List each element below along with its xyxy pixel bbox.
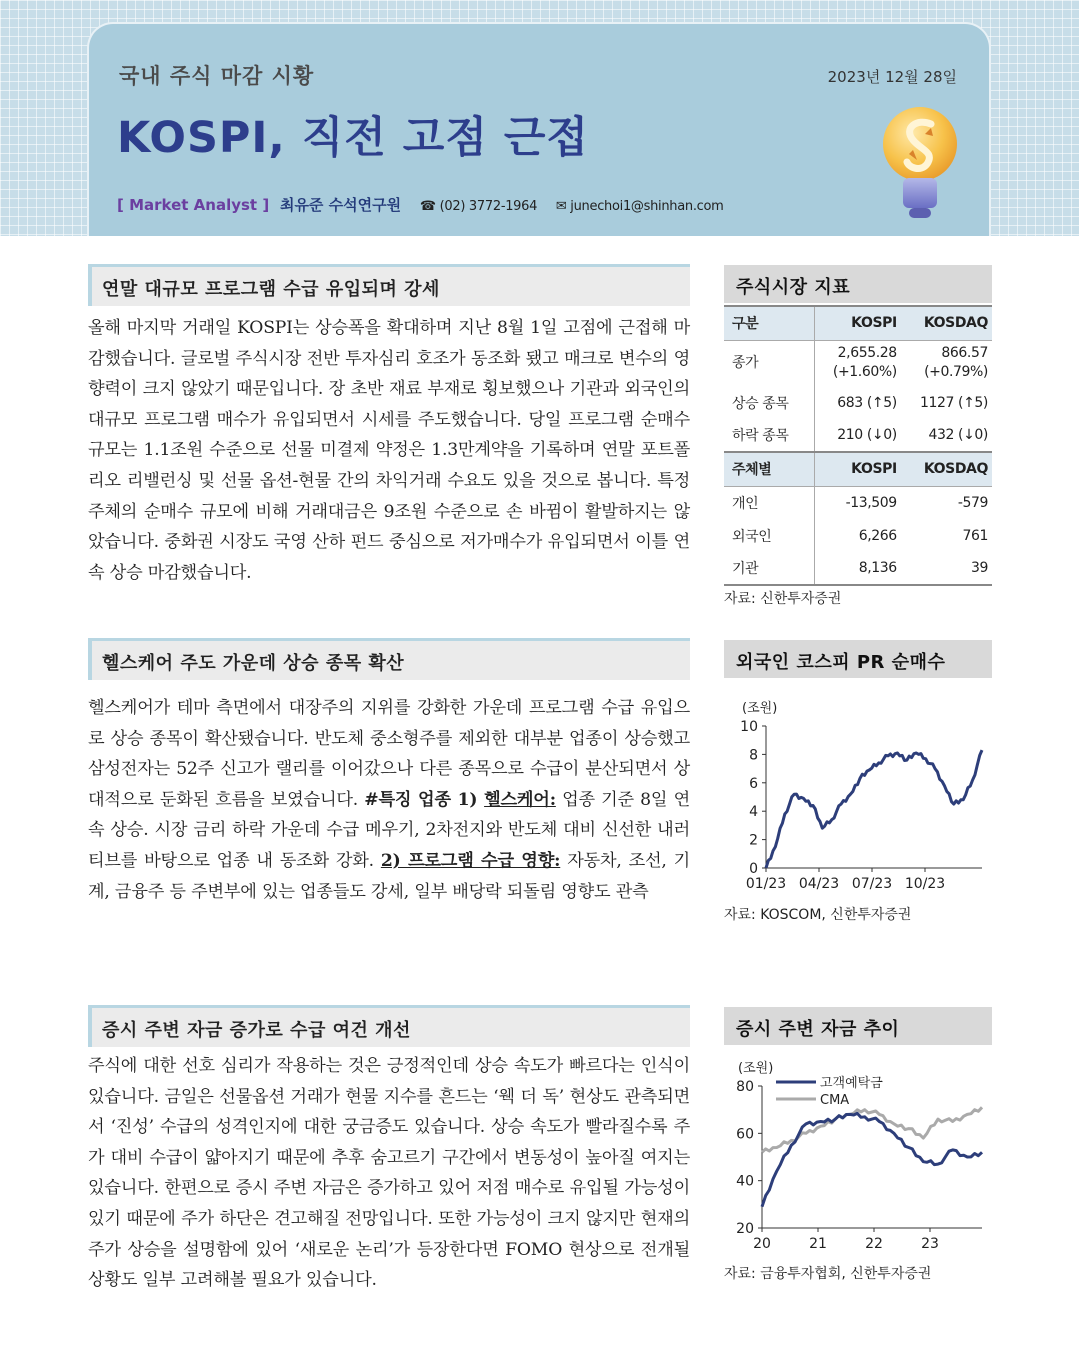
table-header-row: [724, 452, 992, 486]
body-text: 자동차, 조선, 기계, 금융주 등 주변부에 있는 업종들도 강세, 일부 배당락 되돌림 영향도 관측: [88, 850, 690, 902]
chart2-source: 자료: 금융투자협회, 신한투자증권: [724, 1266, 932, 1282]
row-label: 기관: [724, 552, 814, 585]
table-cell: 432 (↓0): [928, 427, 988, 443]
report-header: [87, 22, 991, 236]
y-tick-label: 10: [740, 719, 758, 735]
y-tick-label: 20: [736, 1221, 754, 1237]
table-row: [724, 386, 992, 419]
table-header-cell: 구분: [724, 306, 814, 340]
body-text: 업종 기준 8일 연속 상승. 시장 금리 하락 가운데 수급 메우기, 2차전지와 반도체 대비 신선한 내러티브를 바탕으로 업종 내 동조화 강화.: [88, 789, 690, 871]
x-tick-label: 10/23: [904, 876, 946, 892]
bold-tag: #특징 업종: [364, 789, 451, 810]
table-header-cell: KOSDAQ: [901, 306, 992, 340]
row-label: 외국인: [724, 519, 814, 552]
table-cell: 6,266: [858, 527, 897, 544]
body-text: 1): [450, 789, 485, 810]
table-cell: 210 (↓0): [837, 427, 897, 443]
analyst-role: [ Market Analyst ]: [117, 196, 270, 214]
chart1-heading: 외국인 코스피 PR 순매수: [724, 640, 992, 678]
series-line-primary: [762, 1113, 982, 1206]
kospi-close: 2,655.28: [837, 345, 897, 362]
row-label: 상승 종목: [724, 386, 814, 419]
table-header-cell: KOSPI: [814, 452, 901, 486]
x-tick-label: 07/23: [851, 876, 893, 892]
y-tick-label: 2: [749, 832, 758, 849]
x-tick-label: 22: [865, 1236, 883, 1252]
market-funds-chart: [724, 1050, 992, 1256]
lightbulb-icon: [879, 104, 961, 222]
table-row: [724, 519, 992, 552]
indicators-heading: 주식시장 지표: [724, 265, 992, 303]
legend-label: 고객예탁금: [820, 1076, 883, 1091]
table-cell: 761: [962, 527, 988, 544]
table-cell: -13,509: [845, 494, 897, 511]
x-tick-label: 23: [921, 1236, 939, 1252]
analyst-phone[interactable]: ☎ (02) 3772-1964: [419, 199, 538, 214]
row-label: 종가: [724, 340, 814, 386]
underlined-label: 헬스케어:: [484, 789, 556, 810]
x-tick-label: 01/23: [745, 876, 787, 892]
section-heading-1: 연말 대규모 프로그램 수급 유입되며 강세: [88, 264, 690, 306]
y-tick-label: 60: [736, 1126, 754, 1143]
row-label: 개인: [724, 486, 814, 519]
y-tick-label: 0: [749, 861, 758, 877]
y-tick-label: 8: [749, 747, 758, 764]
underlined-label: 2) 프로그램 수급 영향:: [380, 850, 561, 871]
foreign-pr-chart: [724, 686, 992, 898]
table-cell: [814, 340, 901, 386]
kosdaq-close: 866.57: [941, 345, 988, 362]
analyst-email[interactable]: ✉ junechoi1@shinhan.com: [555, 199, 724, 214]
row-label: 하락 종목: [724, 419, 814, 452]
y-axis-unit-label: (조원): [742, 701, 778, 716]
table-header-cell: 주체별: [724, 452, 814, 486]
y-tick-label: 4: [749, 804, 758, 821]
y-tick-label: 6: [749, 775, 758, 792]
report-title: KOSPI, 직전 고점 근접: [117, 113, 589, 163]
report-date: 2023년 12월 28일: [827, 68, 957, 86]
series-line-secondary: [762, 1107, 982, 1152]
report-subtitle: 국내 주식 마감 시황: [119, 64, 315, 88]
section-body-2: [88, 693, 690, 907]
body-text: 헬스케어가 테마 측면에서 대장주의 지위를 강화한 가운데 프로그램 수급 유입으로 상승 종목이 확산됐습니다. 반도체 중소형주를 제외한 대부분 업종이 상승했고 삼성전자는 52주 신고가 랠리를 이어갔으나 다른 종목으로 수급이 분산되면서 상대적으로 둔화된 흐름을 보였습니다.: [88, 698, 690, 810]
section-body-1: 올해 마지막 거래일 KOSPI는 상승폭을 확대하며 지난 8월 1일 고점에 근접해 마감했습니다. 글로벌 주식시장 전반 투자심리 호조가 동조화 됐고 매크로 변수의 영향력이 크지 않았기 때문입니다. 장 초반 재료 부재로 횡보했으나 기관과 외국인의 대규모 프로그램 매수가 유입되면서 시세를 주도했습니다. 당일 프로그램 순매수 규모는 1.1조원 수준으로 선물 미결제 약정은 1.3만계약을 기록하며 연말 포트폴리오 리밸런싱 및 선물 옵션-현물 간의 차익거래 수요도 있을 것으로 봅니다. 특정 주체의 순매수 규모에 비해 거래대금은 9조원 수준으로 손 바뀜이 활발하지는 않았습니다. 중화권 시장도 국영 산하 펀드 중심으로 저가매수가 유입되면서 이틀 연속 상승 마감했습니다.: [88, 318, 690, 583]
analyst-name: 최유준 수석연구원: [279, 196, 402, 214]
y-tick-label: 40: [736, 1173, 754, 1190]
market-indicators-table: [724, 305, 992, 586]
section-body-3: 주식에 대한 선호 심리가 작용하는 것은 긍정적인데 상승 속도가 빠르다는 인식이 있습니다. 금일은 선물옵션 거래가 현물 지수를 흔드는 ‘웩 더 독’ 현상도 관측되면서 ‘진성’ 수급의 성격인지에 대한 궁금증도 있습니다. 상승 속도가 빨라질수록 주가 대비 수급이 얇아지기 때문에 추후 숨고르기 구간에서 변동성이 높아질 여지는 있습니다. 한편으로 증시 주변 자금은 증가하고 있어 저점 매수로 유입될 가능성이 있기 때문에 주가 하단은 견고해질 전망입니다. 또한 가능성이 크지 않지만 현재의 주가 상승을 설명함에 있어 ‘새로운 논리’가 등장한다면 FOMO 현상으로 전개될 상황도 일부 고려해볼 필요가 있습니다.: [88, 1056, 690, 1291]
table-header-row: [724, 306, 992, 340]
chart2-heading: 증시 주변 자금 추이: [724, 1007, 992, 1045]
x-tick-label: 21: [809, 1236, 827, 1252]
table-cell: 8,136: [814, 552, 901, 585]
table-source: 자료: 신한투자증권: [724, 591, 842, 607]
table-cell: 1127 (↑5): [919, 394, 988, 411]
y-axis-unit-label: (조원): [738, 1061, 774, 1076]
kospi-change: (+1.60%): [832, 364, 897, 381]
y-tick-label: 80: [736, 1079, 754, 1095]
byline: [117, 194, 724, 215]
table-row: [724, 419, 992, 452]
x-tick-label: 04/23: [798, 876, 840, 892]
section-heading-2: 헬스케어 주도 가운데 상승 종목 확산: [88, 638, 690, 680]
table-header-cell: KOSPI: [814, 306, 901, 340]
table-header-cell: KOSDAQ: [901, 452, 992, 486]
table-row: [724, 340, 992, 386]
series-line-primary: [766, 750, 982, 868]
chart1-source: 자료: KOSCOM, 신한투자증권: [724, 907, 912, 923]
table-cell: -579: [957, 494, 988, 511]
table-cell: 683 (↑5): [837, 394, 897, 411]
section-heading-3: 증시 주변 자금 증가로 수급 여건 개선: [88, 1005, 690, 1047]
table-row: [724, 552, 992, 585]
legend-label: CMA: [820, 1093, 850, 1108]
kosdaq-change: (+0.79%): [924, 364, 988, 381]
table-cell: [901, 340, 992, 386]
table-cell: 39: [901, 552, 992, 585]
x-tick-label: 20: [753, 1236, 771, 1252]
table-row: [724, 486, 992, 519]
